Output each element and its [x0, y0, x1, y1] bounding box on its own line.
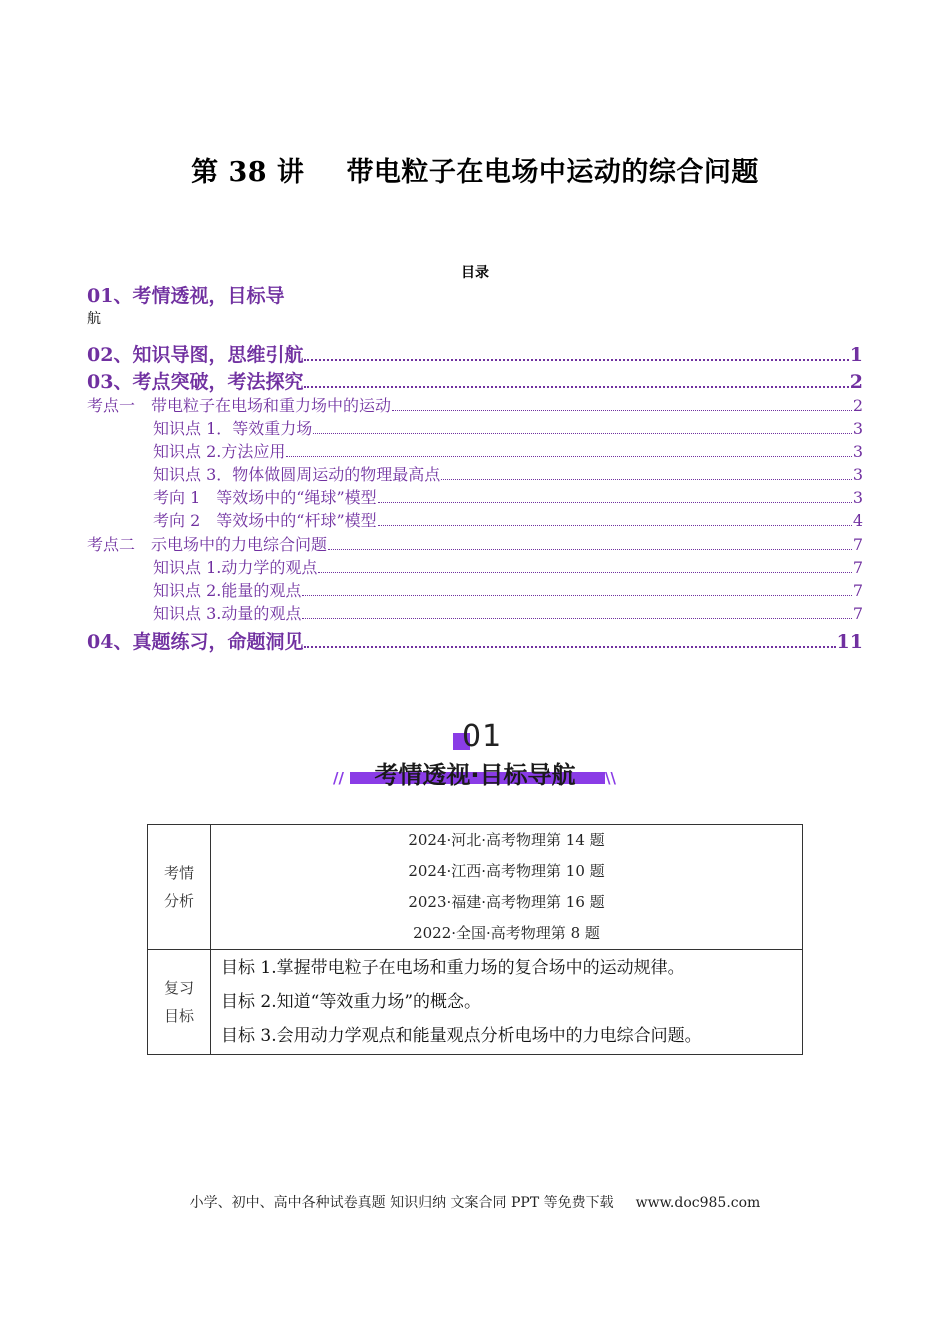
toc-entry[interactable]: [87, 393, 863, 416]
goal-item: 目标 3.会用动力学观点和能量观点分析电场中的力电综合问题。: [221, 1026, 702, 1046]
analysis-label: [148, 825, 211, 950]
toc-entry[interactable]: [153, 555, 863, 578]
toc-page-number: 7: [852, 535, 863, 554]
toc-page-number: 3: [852, 488, 863, 507]
goals-label: [148, 950, 211, 1055]
toc-leader-dots: [328, 538, 852, 550]
banner-left-mark: //: [333, 769, 344, 787]
toc-entry-label: 知识点 1.动力学的观点: [153, 558, 318, 577]
toc-entry-label: 04、真题练习，命题洞见: [87, 631, 304, 653]
toc-entry-label: 知识点 1．等效重力场: [153, 419, 313, 438]
toc-entry-label: 02、知识导图，思维引航: [87, 344, 304, 366]
goals-cell: [211, 950, 803, 1055]
toc-entry[interactable]: [87, 340, 863, 367]
banner-right-mark: \\: [605, 769, 616, 787]
toc-entry-label: 知识点 3．物体做圆周运动的物理最高点: [153, 465, 441, 484]
toc-page-number: 2: [852, 396, 863, 415]
analysis-item: 2022·全国·高考物理第 8 题: [413, 924, 600, 942]
table-row: [148, 950, 803, 1055]
toc-leader-dots: [302, 607, 851, 619]
toc-page-number: 3: [852, 465, 863, 484]
toc-page-number: 2: [849, 371, 863, 393]
toc-leader-dots: [378, 514, 852, 526]
lecture-number: 第 38 讲: [191, 157, 305, 188]
footer-link[interactable]: www.doc985.com: [635, 1195, 761, 1211]
toc-entry[interactable]: [153, 578, 863, 601]
toc-leader-dots: [302, 584, 851, 596]
section-banner: [0, 715, 950, 795]
toc-heading: 目录: [461, 265, 489, 281]
toc-entry[interactable]: [153, 439, 863, 462]
lecture-title: 带电粒子在电场中运动的综合问题: [346, 157, 759, 188]
toc-entry-label: 知识点 2.方法应用: [153, 442, 286, 461]
toc-entry[interactable]: [153, 416, 863, 439]
table-row: [148, 825, 803, 950]
toc-leader-dots: [304, 633, 835, 648]
analysis-label-text: 考情 分析: [163, 864, 194, 910]
toc-entry[interactable]: [153, 462, 863, 485]
footer-text: 小学、初中、高中各种试卷真题 知识归纳 文案合同 PPT 等免费下载: [189, 1195, 614, 1211]
toc-leader-dots: [392, 399, 852, 411]
toc-leader-dots: [318, 561, 851, 573]
toc-page-number: 11: [836, 631, 863, 653]
toc-entry-label: 考向 1 等效场中的“绳球”模型: [153, 488, 377, 507]
exam-info-table: [147, 824, 803, 1055]
toc-entry[interactable]: [153, 485, 863, 508]
toc-entry-label: 知识点 2.能量的观点: [153, 581, 302, 600]
toc-entry-label: 考向 2 等效场中的“杆球”模型: [153, 511, 377, 530]
toc-leader-dots: [304, 373, 848, 388]
toc-leader-dots: [286, 445, 851, 457]
toc-page-number: 7: [852, 604, 863, 623]
toc-page-number: 3: [852, 442, 863, 461]
toc-leader-dots: [313, 422, 852, 434]
goal-item: 目标 2.知道“等效重力场”的概念。: [221, 992, 482, 1012]
page-footer: [0, 1192, 950, 1212]
toc-entry[interactable]: [87, 627, 863, 654]
toc-page-number: 4: [852, 511, 863, 530]
toc-entry[interactable]: [153, 601, 863, 624]
toc-entry-label: 03、考点突破，考法探究: [87, 371, 304, 393]
toc-entry-first[interactable]: 01、考情透视，目标导: [87, 285, 285, 307]
toc-page-number: 7: [852, 581, 863, 600]
banner-title: 考情透视·目标导航: [374, 761, 576, 789]
analysis-item: 2023·福建·高考物理第 16 题: [408, 893, 605, 911]
analysis-cell: [211, 825, 803, 950]
analysis-item: 2024·江西·高考物理第 10 题: [408, 862, 605, 880]
analysis-item: 2024·河北·高考物理第 14 题: [408, 831, 605, 849]
page-title: [0, 150, 950, 189]
toc-page-number: 7: [852, 558, 863, 577]
toc-leader-dots: [441, 468, 852, 480]
toc-leader-dots: [304, 346, 848, 361]
goal-item: 目标 1.掌握带电粒子在电场和重力场的复合场中的运动规律。: [221, 958, 685, 978]
toc-entry[interactable]: [87, 532, 863, 555]
toc-entry[interactable]: [153, 508, 863, 531]
goals-label-text: 复习 目标: [163, 979, 194, 1025]
toc-entry-first-wrap: 航: [87, 311, 101, 327]
toc-entry-label: 考点一 带电粒子在电场和重力场中的运动: [87, 396, 392, 415]
toc-leader-dots: [378, 491, 852, 503]
toc-page-number: 1: [849, 344, 863, 366]
toc-entry-label: 知识点 3.动量的观点: [153, 604, 302, 623]
toc-entry-label: 考点二 示电场中的力电综合问题: [87, 535, 328, 554]
banner-number: 01: [462, 719, 503, 754]
toc-page-number: 3: [852, 419, 863, 438]
toc-entry[interactable]: [87, 367, 863, 394]
